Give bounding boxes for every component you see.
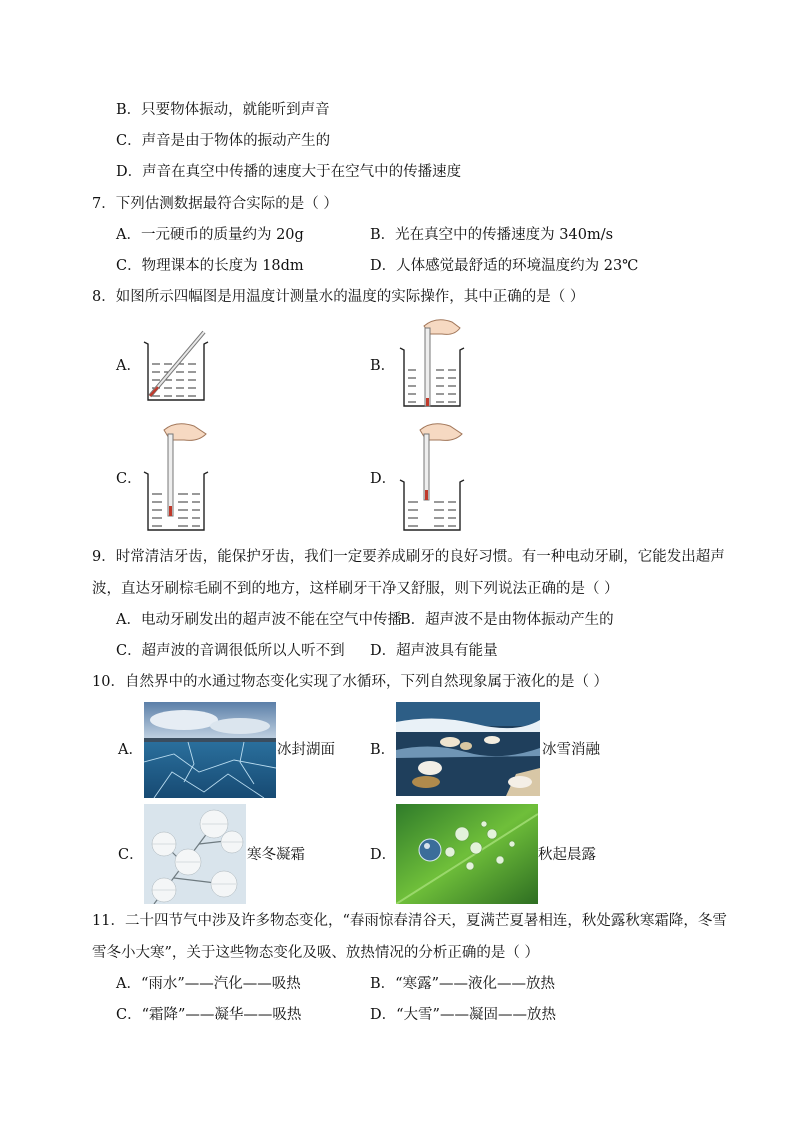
q6-option-c: C．声音是由于物体的振动产生的 <box>116 133 331 149</box>
q8-stem: 8．如图所示四幅图是用温度计测量水的温度的实际操作，其中正确的是（ ） <box>92 289 585 305</box>
q10-stem: 10．自然界中的水通过物态变化实现了水循环，下列自然现象属于液化的是（ ） <box>92 674 609 690</box>
beaker-thermometer-figure-a <box>140 326 212 406</box>
q8-label-c: C． <box>116 471 142 487</box>
q10-label-c: C． <box>118 847 144 863</box>
q7-stem: 7．下列估测数据最符合实际的是（ ） <box>92 196 338 212</box>
q7-option-a: A．一元硬币的质量约为 20g <box>116 227 304 243</box>
beaker-thermometer-figure-d <box>396 422 468 534</box>
melting-ice-photo <box>396 702 540 796</box>
q10-label-d: D． <box>370 847 397 863</box>
q11-option-d: D．“大雪”——凝固——放热 <box>370 1007 556 1023</box>
q9-option-b: B．超声波不是由物体振动产生的 <box>400 612 614 628</box>
q6-option-b: B．只要物体振动，就能听到声音 <box>116 102 330 118</box>
q7-option-d: D．人体感觉最舒适的环境温度约为 23℃ <box>370 258 639 274</box>
q11-option-b: B．“寒露”——液化——放热 <box>370 976 555 992</box>
q9-stem-line2: 波，直达牙刷棕毛刷不到的地方，这样刷牙干净又舒服，则下列说法正确的是（ ） <box>92 581 619 597</box>
q7-option-b: B．光在真空中的传播速度为 340m/s <box>370 227 614 243</box>
q10-label-b: B． <box>370 742 396 758</box>
q9-option-a: A．电动牙刷发出的超声波不能在空气中传播 <box>116 612 402 628</box>
q10-caption-c: 寒冬凝霜 <box>247 847 305 863</box>
q8-label-b: B． <box>370 358 396 374</box>
q7-option-c: C．物理课本的长度为 18dm <box>116 258 304 274</box>
q11-stem-line2: 雪冬小大寒”，关于这些物态变化及吸、放热情况的分析正确的是（ ） <box>92 945 540 961</box>
q10-label-a: A． <box>118 742 143 758</box>
beaker-thermometer-figure-b <box>396 318 468 410</box>
frost-branch-photo <box>144 804 246 904</box>
q11-stem-line1: 11．二十四节气中涉及许多物态变化，“春雨惊春清谷天，夏满芒夏暑相连，秋处露秋寒霜降，冬雪 <box>92 913 727 929</box>
q8-label-d: D． <box>370 471 397 487</box>
dew-leaf-photo <box>396 804 538 904</box>
q10-caption-a: 冰封湖面 <box>277 742 335 758</box>
q10-caption-b: 冰雪消融 <box>542 742 600 758</box>
q9-stem-line1: 9．时常清洁牙齿，能保护牙齿，我们一定要养成刷牙的良好习惯。有一种电动牙刷，它能发出超声 <box>92 549 725 565</box>
q11-option-c: C．“霜降”——凝华——吸热 <box>116 1007 302 1023</box>
q10-caption-d: 秋起晨露 <box>538 847 596 863</box>
q9-option-c: C．超声波的音调很低所以人听不到 <box>116 643 345 659</box>
beaker-thermometer-figure-c <box>140 422 212 534</box>
q9-option-d: D．超声波具有能量 <box>370 643 498 659</box>
q8-label-a: A． <box>116 358 141 374</box>
q11-option-a: A．“雨水”——汽化——吸热 <box>116 976 301 992</box>
frozen-lake-photo <box>144 702 276 798</box>
q6-option-d: D．声音在真空中传播的速度大于在空气中的传播速度 <box>116 164 462 180</box>
